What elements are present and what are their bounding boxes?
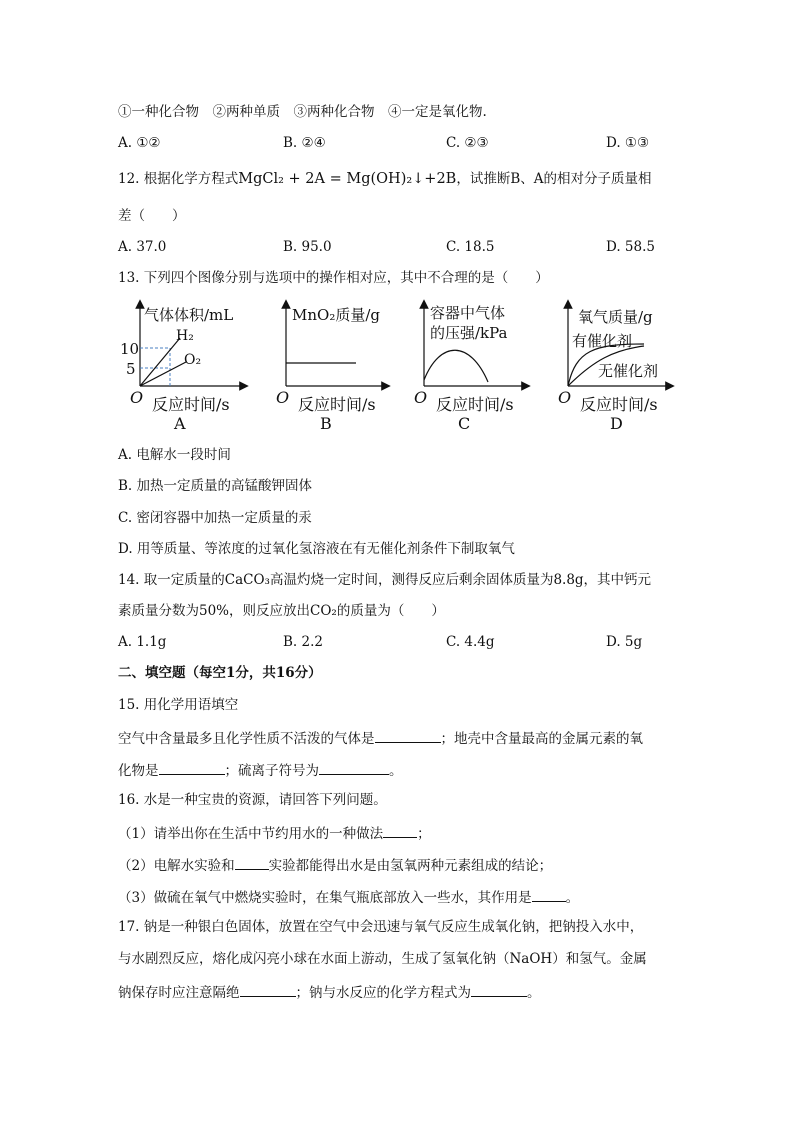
graph-c-curve <box>424 350 488 382</box>
q12-option-b: B. 95.0 <box>283 239 332 255</box>
q16-stem: 16. 水是一种宝贵的资源，请回答下列问题。 <box>118 792 387 808</box>
q16-text-3b: 。 <box>565 890 580 906</box>
q17-blank-1[interactable] <box>240 982 296 997</box>
graph-b <box>270 300 400 435</box>
q16-text-2a: （2）电解水实验和 <box>118 858 235 874</box>
q11-option-c: C. ②③ <box>446 135 489 151</box>
q12-line2: 差（ ） <box>118 208 186 224</box>
q16-text-1a: （1）请举出你在生活中节约用水的一种做法 <box>118 826 384 842</box>
q11-option-d: D. ①③ <box>606 135 650 151</box>
q13-option-a: A. 电解水一段时间 <box>118 447 231 463</box>
q13-option-d: D. 用等质量、等浓度的过氧化氢溶液在有无催化剂条件下制取氧气 <box>118 541 515 557</box>
q16-part3 <box>118 887 579 907</box>
q15-blank-1[interactable] <box>375 728 441 743</box>
q14-option-b: B. 2.2 <box>283 634 323 650</box>
graph-d-curve2-label: 无催化剂 <box>598 362 659 380</box>
graph-c <box>410 300 540 435</box>
graph-d-label: D <box>610 414 623 433</box>
graph-d-origin: O <box>558 388 572 407</box>
graph-a-label: A <box>174 414 186 433</box>
graph-c-ylabel-1: 容器中气体 <box>430 304 506 322</box>
q17-text-3c: 。 <box>527 985 541 1001</box>
q16-text-2b: 实验都能得出水是由氢氧两种元素组成的结论； <box>268 858 553 874</box>
q12-prefix: 12. 根据化学方程式 <box>118 171 239 187</box>
q14-line2: 素质量分数为50%，则反应放出CO₂的质量为（ ） <box>118 603 445 619</box>
q12-option-a: A. 37.0 <box>118 239 167 255</box>
q15-text-2b: ；硫离子符号为 <box>224 763 319 779</box>
q14-line1: 14. 取一定质量的CaCO₃高温灼烧一定时间，测得反应后剩余固体质量为8.8g，其中钙元 <box>118 572 652 588</box>
graph-a-h2-line <box>140 338 180 386</box>
graph-a-ylabel: 气体体积/mL <box>144 306 234 324</box>
q16-blank-3[interactable] <box>532 887 566 902</box>
q11-option-b: B. ②④ <box>283 135 326 151</box>
graph-a-o2-line <box>140 362 186 386</box>
q12-stem <box>118 170 652 188</box>
graph-a-xlabel: 反应时间/s <box>152 395 230 414</box>
q11-option-a: A. ①② <box>118 135 161 151</box>
q14-option-d: D. 5g <box>606 634 643 650</box>
q15-text-1a: 空气中含量最多且化学性质不活泼的气体是 <box>118 731 375 747</box>
section-title: 二、填空题（每空1分，共16分） <box>118 665 322 681</box>
graph-d-curve1-label: 有催化剂 <box>572 332 633 350</box>
q13-option-c: C. 密闭容器中加热一定质量的汞 <box>118 510 312 526</box>
graph-c-ylabel-2: 的压强/kPa <box>430 324 508 342</box>
graph-a-origin: O <box>130 388 144 407</box>
graph-b-origin: O <box>276 388 290 407</box>
q17-blank-2[interactable] <box>471 982 527 997</box>
q15-text-2c: 。 <box>389 763 403 779</box>
graph-a-o2-label: O₂ <box>184 352 202 368</box>
graph-d-xlabel: 反应时间/s <box>580 395 658 414</box>
q16-blank-2[interactable] <box>235 855 269 870</box>
q16-blank-1[interactable] <box>383 823 417 838</box>
q13-stem: 13. 下列四个图像分别与选项中的操作相对应，其中不合理的是（ ） <box>118 270 549 286</box>
q12-suffix: ，试推断B、A的相对分子质量相 <box>456 171 652 187</box>
graph-d-ylabel: 氧气质量/g <box>578 308 653 326</box>
q17-line3 <box>118 982 541 1002</box>
q15-blank-3[interactable] <box>319 760 389 775</box>
graph-a <box>118 300 258 435</box>
q17-text-3b: ；钠与水反应的化学方程式为 <box>295 985 471 1001</box>
q16-part2 <box>118 855 552 875</box>
q13-option-b: B. 加热一定质量的高锰酸钾固体 <box>118 478 313 494</box>
q17-line1: 17. 钠是一种银白色固体，放置在空气中会迅速与氧气反应生成氧化钠，把钠投入水中， <box>118 919 644 935</box>
graph-b-ylabel: MnO₂质量/g <box>292 306 380 324</box>
graph-d <box>554 300 684 435</box>
q12-option-c: C. 18.5 <box>446 239 495 255</box>
graph-b-xlabel: 反应时间/s <box>298 395 376 414</box>
q14-option-c: C. 4.4g <box>446 634 495 650</box>
q12-option-d: D. 58.5 <box>606 239 655 255</box>
q11-items: ①一种化合物 ②两种单质 ③两种化合物 ④一定是氧化物. <box>118 104 487 120</box>
q15-line2 <box>118 760 403 780</box>
graph-c-label: C <box>458 414 471 433</box>
graph-a-ytick-5: 5 <box>126 360 136 378</box>
graph-a-ytick-10: 10 <box>120 340 140 358</box>
q15-stem: 15. 用化学用语填空 <box>118 697 239 713</box>
q15-text-1b: ；地壳中含量最高的金属元素的氧 <box>440 731 643 747</box>
graph-b-label: B <box>320 414 332 433</box>
q17-line2: 与水剧烈反应，熔化成闪亮小球在水面上游动，生成了氢氧化钠（NaOH）和氢气。金属 <box>118 951 647 967</box>
q17-text-3a: 钠保存时应注意隔绝 <box>118 985 240 1001</box>
q12-equation: MgCl₂ + 2A = Mg(OH)₂↓+2B <box>238 171 457 187</box>
graph-a-h2-label: H₂ <box>176 328 194 344</box>
q16-text-3a: （3）做硫在氧气中燃烧实验时，在集气瓶底部放入一些水，其作用是 <box>118 890 532 906</box>
q16-text-1b: ； <box>417 826 431 842</box>
graph-c-xlabel: 反应时间/s <box>436 395 514 414</box>
q14-option-a: A. 1.1g <box>118 634 167 650</box>
q16-part1 <box>118 823 431 843</box>
q15-blank-2[interactable] <box>159 760 225 775</box>
graph-c-origin: O <box>414 388 428 407</box>
q15-line1 <box>118 728 643 748</box>
q15-text-2a: 化物是 <box>118 763 159 779</box>
